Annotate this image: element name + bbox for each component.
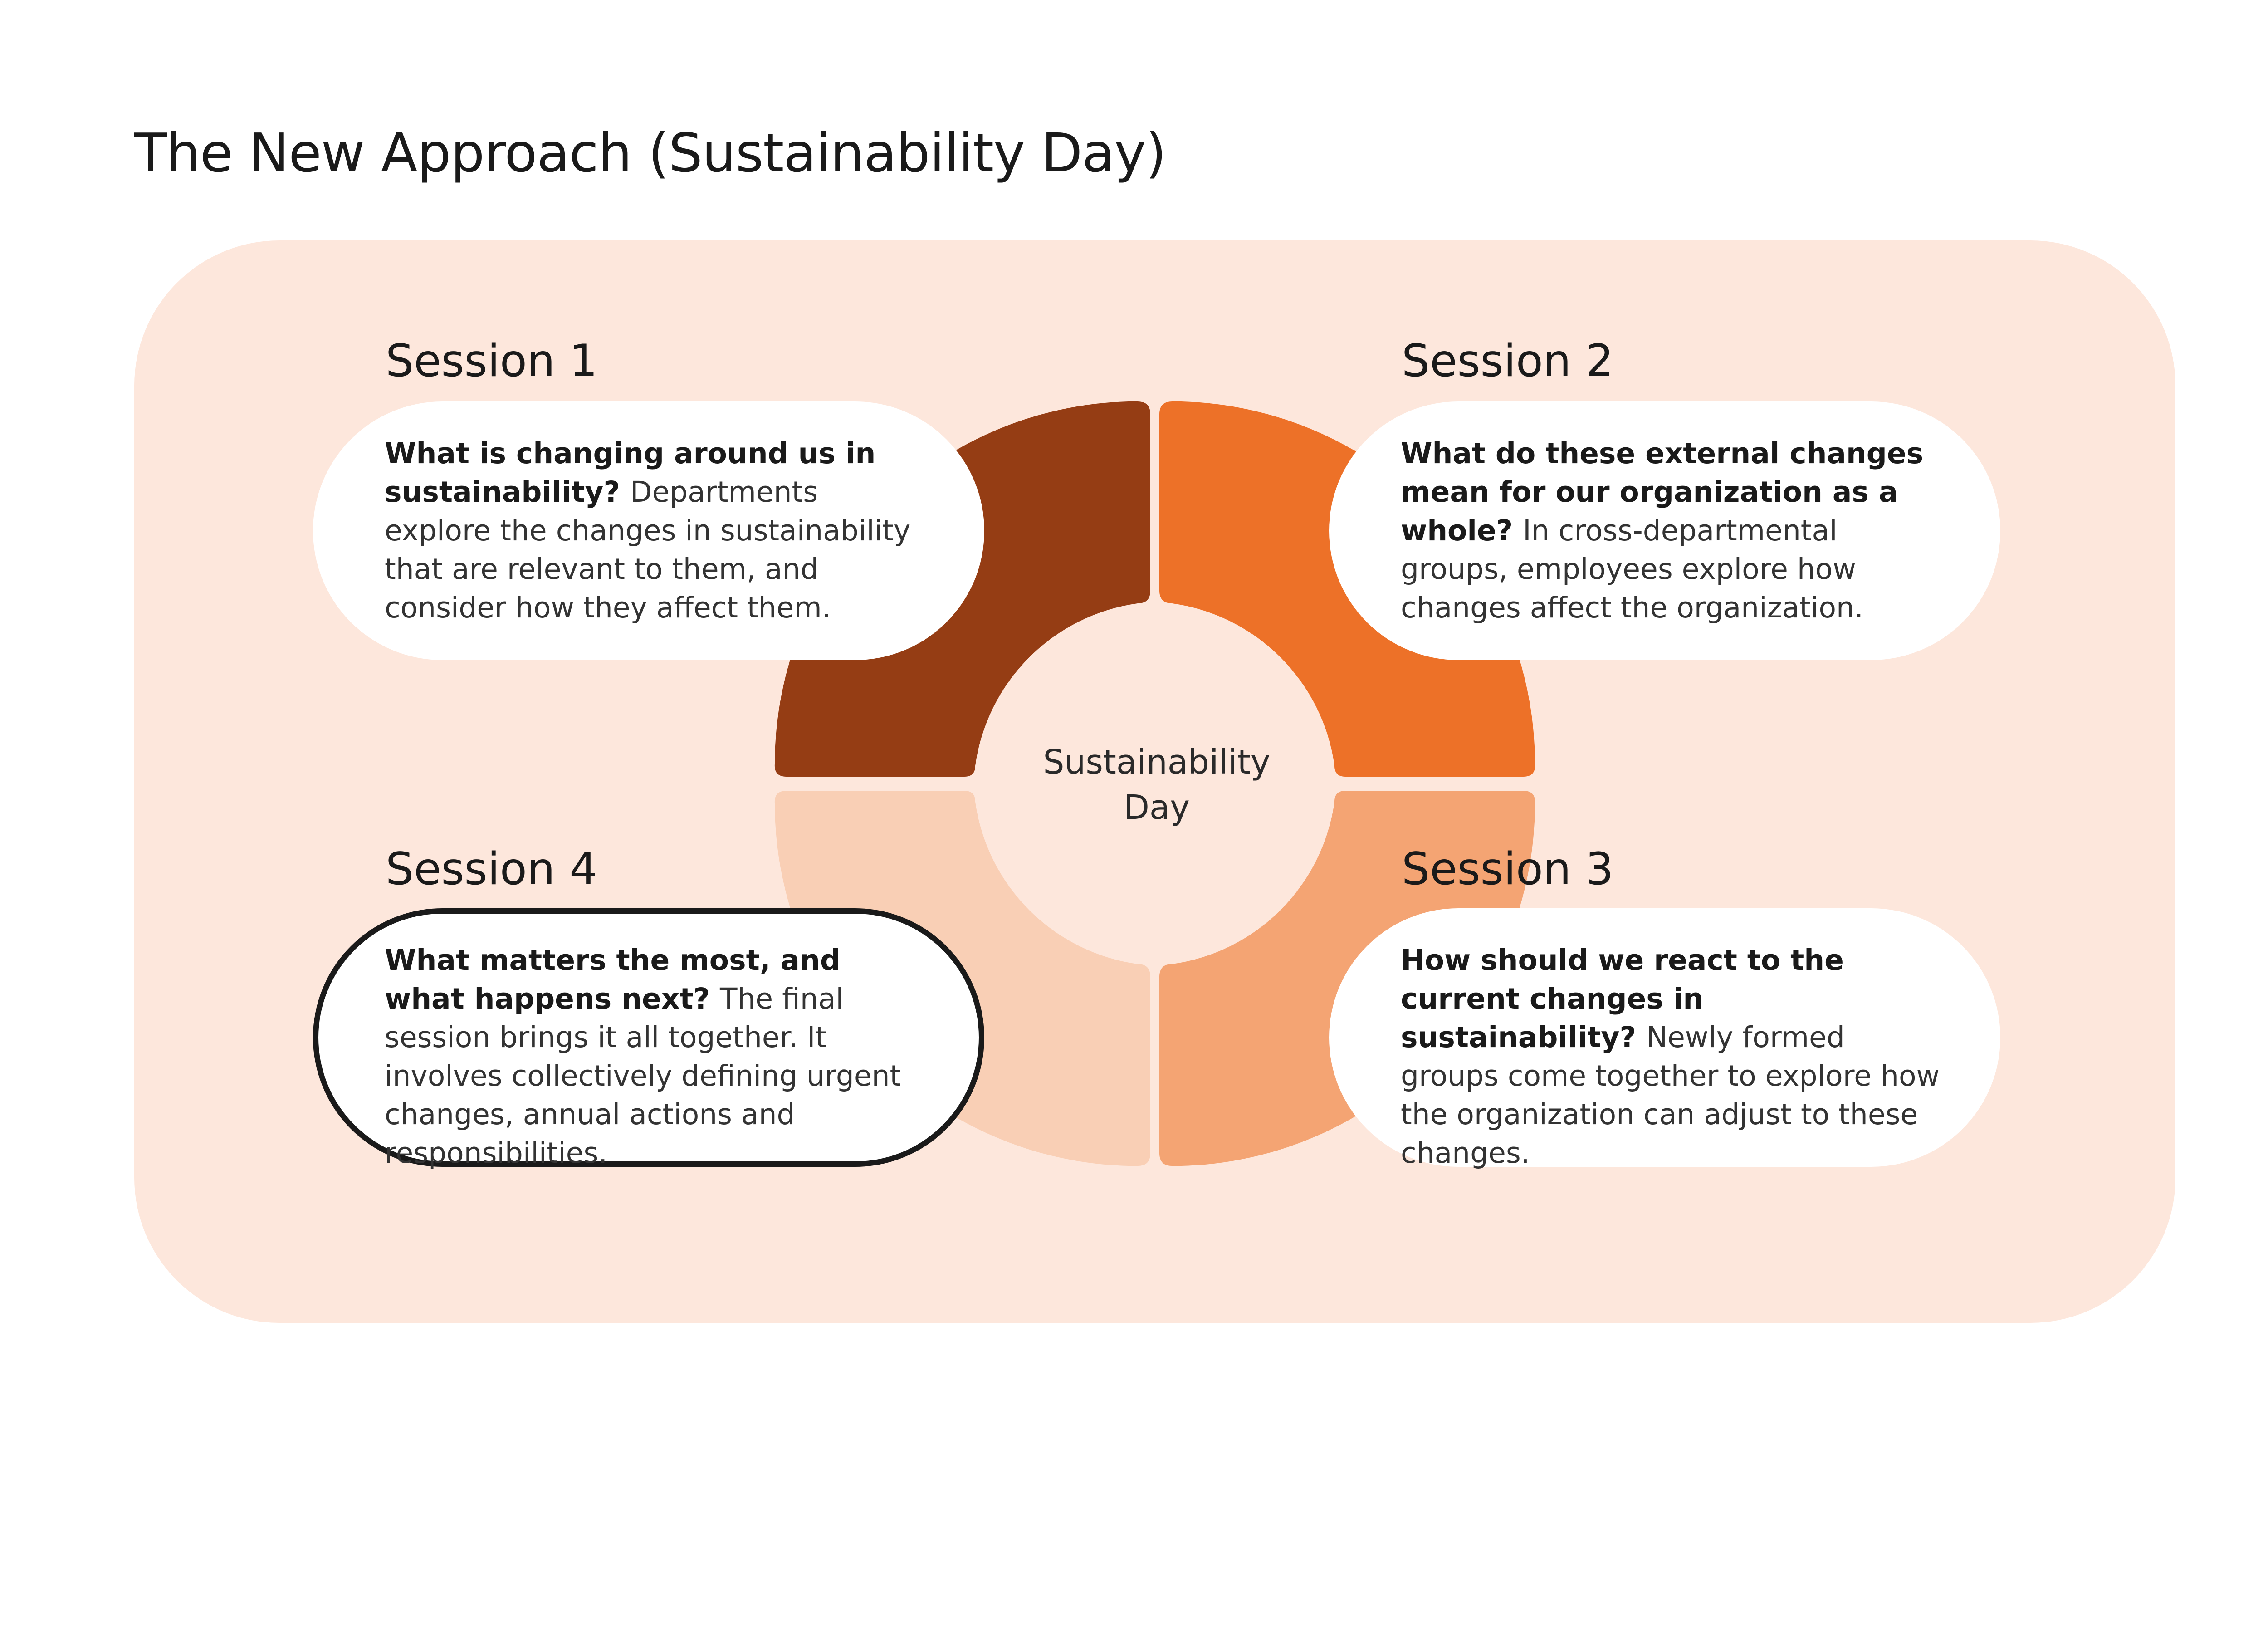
session-2-card xyxy=(1329,401,2000,660)
session-4-title: Session 4 xyxy=(386,843,598,895)
session-2-question: What do these external changes mean for our organization as a whole? xyxy=(1401,437,1924,547)
session-2-text xyxy=(1401,434,1945,627)
session-3-card xyxy=(1329,908,2000,1170)
session-4-card xyxy=(313,908,984,1170)
session-4-text xyxy=(385,941,929,1172)
session-3-text xyxy=(1401,941,1945,1172)
session-1-title: Session 1 xyxy=(386,335,598,387)
session-4-body: The final session brings it all together. It involves collectively defining urgent changes, annual actions and responsibilities. xyxy=(385,982,901,1170)
session-1-card xyxy=(313,401,984,660)
session-3-title: Session 3 xyxy=(1402,843,1614,895)
session-2-title: Session 2 xyxy=(1402,335,1614,387)
session-1-body: Departments explore the changes in sustainability that are relevant to them, and consider how they affect them. xyxy=(385,475,911,624)
session-3-body: Newly formed groups come together to explore how the organization can adjust to these changes. xyxy=(1401,1021,1940,1170)
session-2-body: In cross-departmental groups, employees explore how changes affect the organization. xyxy=(1401,514,1863,624)
session-1-question: What is changing around us in sustainability? xyxy=(385,437,876,509)
session-3-question: How should we react to the current changes in sustainability? xyxy=(1401,944,1844,1054)
center-label xyxy=(1016,739,1297,830)
center-label-line-2: Day xyxy=(1123,788,1190,827)
center-label-line-1: Sustainability xyxy=(1043,743,1271,782)
session-4-question: What matters the most, and what happens next? xyxy=(385,944,841,1015)
session-1-text xyxy=(385,434,929,627)
page-title: The New Approach (Sustainability Day) xyxy=(134,122,1166,184)
